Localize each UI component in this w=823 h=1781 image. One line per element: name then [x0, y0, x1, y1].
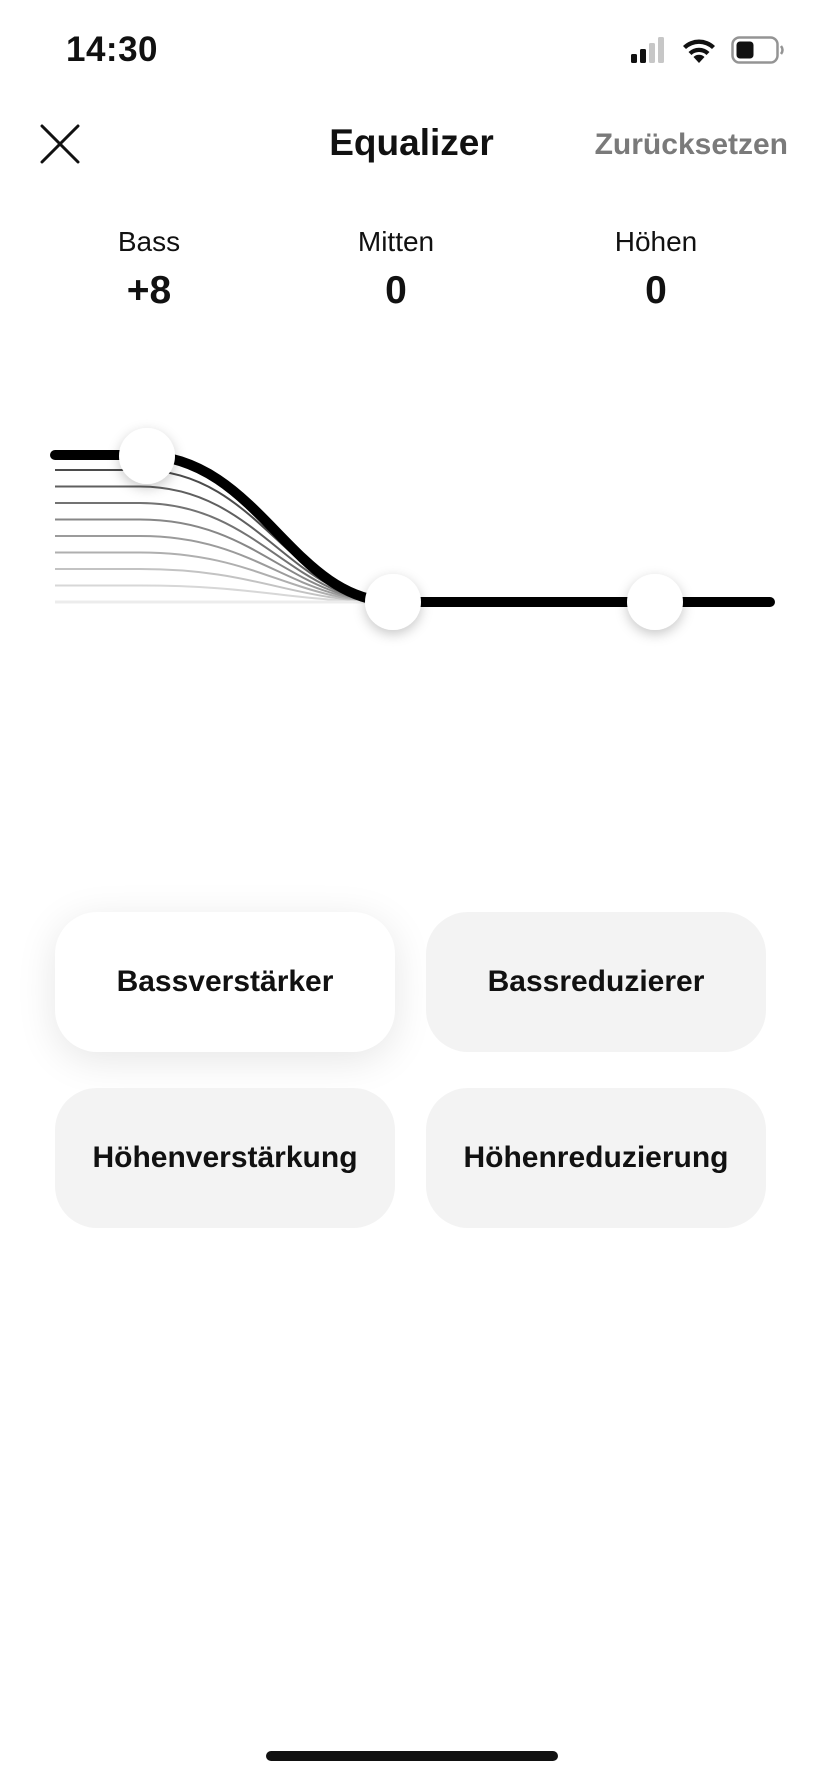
status-icons [631, 36, 785, 64]
preset-treble-boost-button[interactable]: Höhenverstärkung [55, 1088, 395, 1228]
eq-curve-graph [0, 380, 823, 680]
band-treble [556, 225, 756, 313]
status-time: 14:30 [66, 30, 159, 69]
reset-button[interactable]: Zurücksetzen [594, 128, 788, 161]
wifi-icon [681, 36, 717, 64]
status-bar [0, 0, 823, 100]
band-value: 0 [645, 269, 667, 312]
signal-icon [631, 37, 667, 63]
band-value: +8 [126, 269, 172, 312]
preset-treble-reduce-button[interactable]: Höhenreduzierung [426, 1088, 766, 1228]
preset-bass-boost-button[interactable]: Bassverstärker [55, 912, 395, 1052]
band-mid [296, 225, 496, 313]
home-indicator [266, 1751, 558, 1761]
mid-slider-knob[interactable] [365, 574, 421, 630]
treble-slider-knob[interactable] [627, 574, 683, 630]
band-bass [49, 225, 249, 313]
preset-bass-reduce-button[interactable]: Bassreduzierer [426, 912, 766, 1052]
page-title: Equalizer [329, 122, 494, 163]
nav-bar [0, 100, 823, 190]
band-value: 0 [385, 269, 407, 312]
bass-slider-knob[interactable] [119, 428, 175, 484]
battery-icon [731, 36, 785, 64]
band-label: Bass [117, 226, 181, 257]
band-label: Höhen [614, 226, 698, 257]
band-label: Mitten [357, 226, 435, 257]
